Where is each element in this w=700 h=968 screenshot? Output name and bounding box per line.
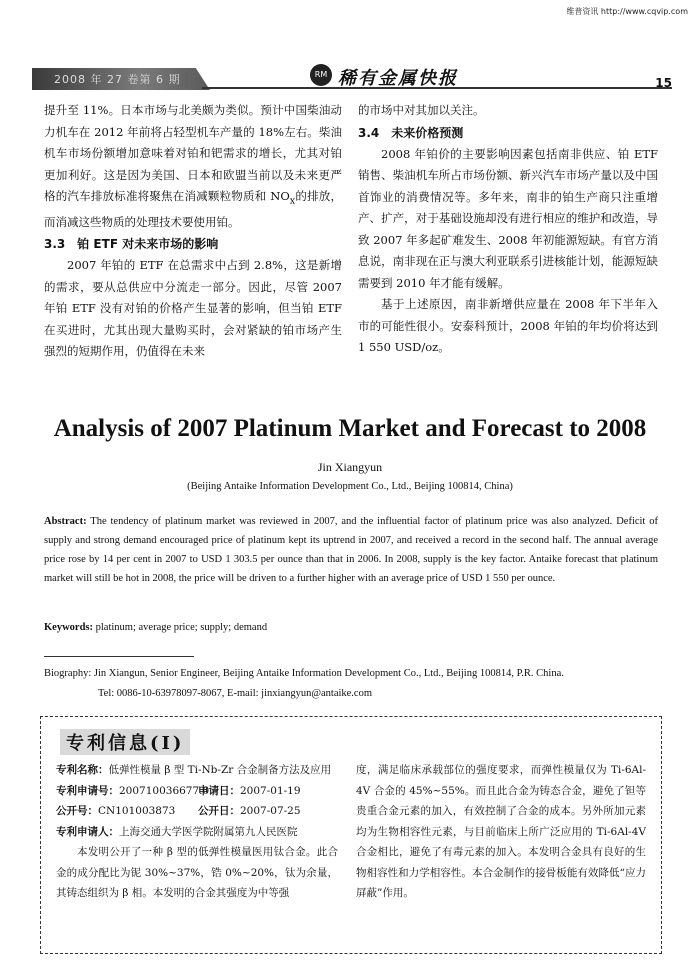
paragraph	[44, 100, 342, 233]
patent-appno-row	[56, 781, 338, 802]
field-label: 专利申请号：	[56, 784, 119, 797]
paragraph-text: 提升至 11%。日本市场与北美颇为类似。预计中国柴油动力机车在 2012 年前将占轻型机车产量的 18%左右。柴油机车市场份额增加意味着对铂和钯需求的增长，尤其对铂更加利好。这是因为美国、日本和欧盟当前以及未来更严格的汽车排放标准将聚焦在消减颗粒物质和 NO	[44, 103, 342, 203]
patent-description: 本发明公开了一种 β 型的低弹性模量医用钛合金。此合金的成分配比为铌 30%~37%，锆 0%~20%，钛为余量，其铸态组织为 β 相。本发明的合金其强度为中等强	[56, 846, 338, 899]
field-label: 专利名称：	[56, 764, 109, 776]
biography-text: Biography: Jin Xiangun, Senior Engineer, Beijing Antaike Information Development Co., Ltd., Beijing 100814, P.R. China.	[44, 668, 564, 679]
paragraph-text: 的排放，而消减这些物质的处理技术要使用铂。	[44, 189, 342, 229]
paragraph: 的市场中对其加以关注。	[358, 103, 485, 117]
field-label: 公开号：	[56, 805, 98, 817]
field-value: 2007-07-25	[240, 805, 301, 817]
keywords-label: Keywords:	[44, 622, 93, 633]
paragraph: 2008 年铂价的主要影响因素包括南非供应、铂 ETF 销售、柴油机车所占市场份额、新兴汽车市场产量以及中国首饰业的消费情况等。多年来，南非的铂生产商只注重增产、扩产，对于基础设施却没有进行相应的维护和改造，导致 2007 年多起矿难发生、2008 年初能源短缺。有官方消息说，南非现在正与澳大利亚联系引进核能计划，能源短缺需要到 2010 年才能有缓解。	[358, 146, 658, 290]
watermark: 维普资讯 http://www.cqvip.com	[566, 7, 688, 16]
paragraph: 基于上述原因，南非新增供应量在 2008 年下半年入市的可能性很小。安泰科预计，2008 年铂的年均价将达到 1 550 USD/oz。	[358, 297, 658, 354]
right-column	[358, 100, 658, 359]
paragraph: 2007 年铂的 ETF 在总需求中占到 2.8%，这是新增的需求，要从总供应中分流走一部分。因此，尽管 2007 年铂 ETF 没有对铂的价格产生显著的影响，但当铂 ETF 在买进时，尤其出现大量购买时，会对紧缺的铂市场产生强烈的短期作用，仍值得在未来	[44, 258, 342, 359]
field-label: 公开日：	[198, 805, 240, 817]
english-affiliation: (Beijing Antaike Information Development Co., Ltd., Beijing 100814, China)	[187, 481, 513, 492]
contact-info: Tel: 0086-10-63978097-8067, E-mail: jinxiangyun@antaike.com	[98, 688, 373, 699]
left-column	[44, 100, 342, 363]
page-number: 15	[655, 76, 672, 90]
field-value: 2007-01-19	[240, 784, 301, 797]
english-title: Analysis of 2007 Platinum Market and Forecast to 2008	[53, 415, 647, 442]
field-value: 上海交通大学医学院附属第九人民医院	[119, 825, 298, 838]
author-biography	[44, 664, 664, 704]
running-header	[32, 62, 672, 92]
english-abstract	[44, 512, 658, 588]
patent-pubno-row	[56, 801, 338, 822]
header-issue: 2008 年 27 卷第 6 期	[54, 73, 181, 86]
patent-right-column	[356, 760, 646, 904]
field-label: 申请日：	[198, 784, 240, 797]
section-heading-3-3: 3.3 铂 ETF 对未来市场的影响	[44, 237, 219, 252]
field-value: 低弹性模量 β 型 Ti-Nb-Zr 合金制备方法及应用	[108, 764, 332, 776]
patent-name-row	[56, 760, 338, 781]
field-label: 专利申请人：	[56, 825, 119, 838]
patent-description: 度，满足临床承载部位的强度要求，而弹性模量仅为 Ti-6Al-4V 合金的 45%~55%。而且此合金为铸态合金，避免了钽等贵重合金元素的加入，有效控制了合金的成本。另外所加元素均为生物相容性元素，与目前临床上所广泛应用的 Ti-6Al-4V 合金相比，避免了有毒元素的加入。本发明合金具有良好的生物相容性和力学相容性。本合金制作的接骨板能有效降低“应力屏蔽”作用。	[356, 764, 646, 899]
journal-title: 稀有金属快报	[338, 68, 458, 89]
section-heading-3-4: 3.4 未来价格预测	[358, 125, 464, 140]
patent-heading: 专利信息(Ⅰ)	[60, 729, 190, 755]
field-value: 200710036677.0	[119, 784, 210, 797]
subscript: x	[289, 195, 296, 207]
patent-applicant-row	[56, 822, 338, 843]
patent-left-column	[56, 760, 338, 904]
field-value: CN101003873	[98, 805, 176, 817]
english-author: Jin Xiangyun	[317, 460, 383, 474]
keywords-text: platinum; average price; supply; demand	[93, 622, 268, 633]
abstract-text: The tendency of platinum market was reviewed in 2007, and the influential factor of platinum price was also analyzed. Deficit of supply and strong demand encouraged price of platinum kept its uptrend in 2007, and received a record in the second half. The annual average price rose by 14 per cent in 2007 to USD 1 303.5 per ounce than that in 2006. In 2008, supply is the key factor. Antaike forecast that platinum market will still be hot in 2008, the price will be driven to a further higher with an average price of USD 1 550 per ounce.	[44, 516, 658, 584]
english-keywords	[44, 622, 658, 633]
journal-logo-icon: RM	[310, 64, 332, 86]
abstract-label: Abstract:	[44, 516, 87, 527]
footnote-rule	[44, 656, 194, 657]
